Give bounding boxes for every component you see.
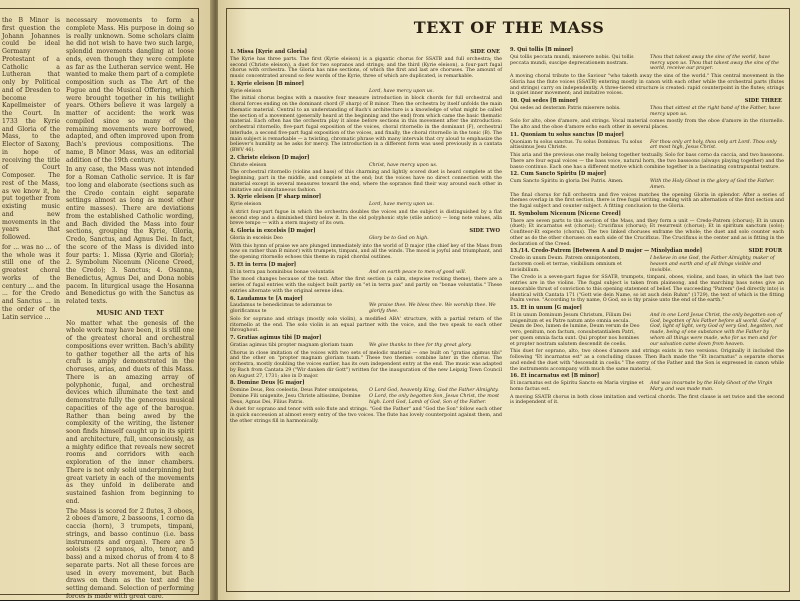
latin-text: Domine Deus, Rex coelestis, Deus Pater omnipotens, Domine Fili unigenite, Jesu Christe altissime, Domine Deus, Agnus Dei, Filius Patris. (230, 388, 361, 405)
left-column-a (2, 16, 60, 591)
left-text-b3: No matter what the genesis of the whole work may have been, it is still one of the greatest choral and orchestral compositions ever written. Bach's ability to gather together all the arts of his craft is amply demonstrated in the choruses, arias, and duets of this Mass. There is an amazing array of polyphonic, fugal, and orchestral devices which illuminate the text and demonstrate fully the generous musical capacities of the age of the baroque. Rather than being awed by the complexity of the writing, the listener soon finds himself caught up in its spirit and architecture, full, unconsciously, as a mighty edifice that reveals new secret rooms and corridors with each exploration of the inner chambers. There is not only solid underpinning but great variety in each of the movements as they unfold in deliberate and sustained fashion from beginning to end. (66, 319, 194, 505)
section-heading: 7. Gratias agimus tibi [D major] (230, 335, 322, 341)
mass-section (230, 82, 502, 154)
latin-english-text (230, 202, 502, 208)
english-text: And on earth peace to men of good will. (369, 269, 467, 275)
page-title: TEXT OF THE MASS (413, 18, 605, 37)
section-commentary: The orchestral ritornello (violins and bass) of this charming and lightly scored duet is heard complete at the beginning, part in the middle, and complete at the end; but the voices have no direct connection with the material except in several measures toward the end, where the sopranos find their way around each other in imitative and simultaneous fashion. (230, 170, 502, 193)
left-text-a2: for ... was no ... of the whole was it still one of the greatest choral works of the century ... and the ... for the Credo and Sanctus ... in the order of the Latin service ... (2, 243, 60, 321)
latin-english-text (230, 236, 502, 242)
latin-english-text (510, 140, 784, 152)
latin-text: Et in terra pax hominibus bonae voluntatis (230, 269, 335, 275)
side-label: SIDE TWO (469, 228, 500, 234)
section-heading: 2. Christe eleison [D major] (230, 154, 310, 161)
english-text: I believe in one God, the Father Almighty, maker of heaven and earth and of all things visible and invisible. (650, 256, 775, 273)
latin-text: Laudamus te benedicimus te adoramus te glorificamus te (230, 303, 332, 314)
section-commentary: Chorus in close imitation of the voices with two sets of melodic material — one built on "gratias agimus tibi" and the other on "propter magnam gloriam tuam." These two themes combine later in the chorus. The orchestra, mostly doubling the voices earlier, has its own independent entry at the end. The music was adapted by Bach from Cantata 29 ("Wir danken dir Gott") written for the inauguration of the new Leipzig Town Council on August 27, 1731; also in D major. (230, 350, 502, 379)
english-text: And was incarnate by the Holy Ghost of the Virgin Mary, and was made man. (650, 381, 773, 392)
latin-english-text (510, 179, 784, 191)
latin-english-text (510, 106, 784, 118)
section-commentary: This duet for soprano, alto, two oboes d'amore and strings exists in two versions. Originally it included the following "Et incarnatus est" as a concluding clause. Then Bach made the "Et incarnatus" a separate chorus and ended the duet with "descendit in coelis." The entry of the Father and the Son is expressed in canon while the instruments accompany with much the same material. (510, 349, 784, 372)
latin-english-text (510, 256, 784, 273)
section-commentary: A duet for soprano and tenor with solo flute and strings. "God the Father" and "God the Son" follow each other in quick succession at almost every entry of the two voices. The flute has lovely counterpoint against them, and the other strings fill in harmonically. (230, 407, 502, 424)
english-text: We give thanks to thee for thy great glory. (369, 342, 472, 348)
latin-english-text (230, 163, 502, 169)
latin-text: Quoniam tu solus sanctus. Tu solus Dominus. Tu solus altissimus Jesu Christe. (510, 139, 643, 151)
section-heading: 12. Cum Sancto Spiritu [D major] (510, 171, 607, 178)
section-heading: 5. Et in terra [D major] (230, 261, 297, 268)
latin-text: Kyrie eleison (230, 202, 262, 207)
left-column-b (66, 16, 194, 600)
left-text-b4: The Mass is scored for 2 flutes, 3 oboes, 2 oboes d'amore, 2 bassoons, 1 corno da caccia (horn), 3 trumpets, timpani, strings, and basso continuo (i.e. bass instruments and organ). There are 5 soloists (2 sopranos, alto, tenor, and bass) and a mixed chorus of from 4 to 8 separate parts. Not all these forces are used in every movement, but Bach draws on them as the text and the setting demand. Selection of performing forces is made with great care. (66, 507, 194, 600)
section-heading: 13./14. Credo-Patrem [Between A and D major — Mixolydian mode] (510, 248, 703, 255)
mass-section (230, 263, 502, 295)
left-text-b1: necessary movements to form a complete Mass. His purpose in doing so is really unknown. Some scholars claim he did not wish to have two such large, splendid movements dangling at loose ends, even though they were complete as far as the Lutheran service went. He wanted to make them part of a complete composition such as The Art of the Fugue and the Musical Offering, which were brought together in his twilight years. Others believe it was largely a matter of accident: the work was compiled since so many of the remaining movements were borrowed, adapted, and often improved upon from Bach's previous compositions. The name, B Minor Mass, was an editorial addition of the 19th century. (66, 17, 194, 164)
latin-text: Credo in unum Deum. Patrem omnipotentem, factorem coeli et terrae, visibilium omnium et invisibilium. (510, 256, 622, 273)
section-commentary: The initial chorus begins with a massive four measure introduction in block chords for full orchestral and choral forces ending on the dominant chord (F sharp) of B minor. Then the orchestra by itself unfolds the main thematic material. Central to an understanding of Bach's architecture is a knowledge of what might be called the section of a movement (generally heard at the beginning and the end) from which came the basic thematic material. Each often has the orchestra play it alone before sections in this movement after the introduction: orchestral ritornello, five-part fugal exposition of the voices, choral ritornello in the dominant (F), orchestral interlude, a second five-part fugal exposition of the voices, and finally, the choral ritornello in the tonic (B). The main subject is remarkable — a twisting, chromatic phrase with many intervals that cry aloud to emphasize the believer's humility as he asks for mercy. The introduction in a different form was used previously in a cantata (BWV 46). (230, 96, 503, 153)
english-text: Glory be to God on high. (369, 235, 429, 241)
section-commentary: There are seven parts to this section of the Mass, and they form a unit — Credo-Patrem (chorus); Et in unum (duet); Et incarnatus est (chorus); Crucifixus (chorus); Et resurrexit (chorus); Et in spiritum sanctum (solo); Confiteor-Et expecto (chorus). The two linked choruses enframe the whole; the duet and solo counter each other as do the other choruses on each side of the Crucifixus. The Crucifixus is the center and as is fitting in the declaration of the Creed. (510, 218, 784, 247)
section-commentary: Solo for soprano and strings (mostly solo violin), a modified ABA' structure, with a partial return of the ritornello at the end. The solo violin is an equal partner with the voice, and the two speak to each other throughout. (230, 316, 502, 334)
side-label: SIDE ONE (470, 49, 500, 55)
english-text: Lord, have mercy upon us. (369, 202, 434, 207)
latin-text: Et in unum Dominum Jesum Christum, Filium Dei unigenitum et ex Patre natum ante omnia secula. Deum de Deo, lumen de lumine, Deum verum de Deo vero, genitum, non factum, consubstantialem Patri, per quem omnia facta sunt. Qui propter nos homines et propter nostram salutem descendit de coelis. (510, 312, 640, 347)
mass-section (510, 133, 784, 171)
section-commentary: The Kyrie has three parts. The first (Kyrie eleison) is a gigantic chorus for SSATB and full orchestra; the second (Christe eleison), a duet for two sopranos and strings; and the third (Kyrie eleison), a four-part fugal chorus with orchestra. The Gloria has nine sections, of which the first and last are choruses. The amount of music concentrated around so few words of the Kyrie, three of which are duplicated, is remarkable. (230, 56, 502, 79)
section-heading: 9. Qui tollis [B minor] (510, 47, 574, 53)
mass-section (230, 297, 502, 335)
section-heading: 6. Laudamus te [A major] (230, 295, 303, 302)
latin-english-text (510, 313, 784, 348)
mass-section (510, 249, 784, 304)
mass-section (510, 374, 784, 406)
english-text: With the Holy Ghost in the glory of God the Father. Amen. (650, 179, 775, 190)
section-commentary: The Credo is a seven-part fugue for SSATB, trumpets, timpani, oboes, violins, and bass, in which the last two entries are in the violins. The fugal subject is taken from plainsong, and the marching bass notes give an inexorable thrust of conviction to this opening statement of belief. The succeeding "Patrem" (led directly into) is identical with Cantata 171 ("Gott wie dein Name, so ist auch dein Ruhm" (1729), the text of which is the fitting Psalm verse. "According to thy name, O God, so is thy praise unto the end of the earth." (510, 275, 784, 304)
section-commentary: Solo for alto, oboe d'amore, and strings. Vocal material comes mostly from the oboe d'amore in the ritornello. The alto and the oboe d'amore echo each other in several places. (510, 119, 784, 130)
section-commentary: This aria and the previous one really belong together textually. Solo for bass corno da caccia, and two bassoons. There are four equal voices — the bass voice, natural horn, the two bassoons (always playing together) and the basso continuo. Each one has a different motive which combine together in a fascinating contrapuntal texture. (510, 153, 784, 170)
left-page (0, 0, 214, 600)
latin-text: Cum Sancto Spiritu in gloria Dei Patris. Amen. (510, 179, 624, 184)
english-text: We praise thee. We bless thee. We worship thee. We glorify thee. (369, 303, 496, 314)
music-and-text-heading: MUSIC AND TEXT (96, 308, 164, 317)
side-label: SIDE FOUR (748, 248, 782, 255)
left-text-a1: the B Minor is first question the Johann Johannes could be ideal Germany Protestant of a Catholic a Lutheran that only by Political and of Dresden to become Kapellmeister of the Court. In 1733 the Kyrie and Gloria of the Mass, to the Elector of Saxony, in hope of receiving the title of Court Composer. The rest of the Mass, as we know it, he put together from existing music and new movements in the years that followed. (2, 17, 60, 241)
right-page (218, 0, 800, 600)
latin-text: Gratias agimus tibi propter magnam gloriam tuam (230, 342, 354, 348)
english-text: Christ, have mercy upon us. (369, 162, 438, 168)
latin-text: Et incarnatus est de Spiritu Sancto ex Maria virgine et homo factus est. (510, 381, 644, 392)
latin-text: Christe eleison (230, 162, 267, 168)
latin-english-text (230, 343, 502, 349)
right-column-a (230, 48, 502, 585)
english-text: Lord, have mercy upon us. (369, 88, 434, 94)
latin-text: Qui tollis peccata mundi, miserere nobis. Qui tollis peccata mundi, suscipe deprecationem nostram. (510, 54, 634, 66)
english-text: For thou only art holy, thou only art Lord. Thou only art most high, Jesus Christ. (650, 139, 777, 151)
mass-section (510, 172, 784, 210)
side-label: SIDE THREE (744, 98, 782, 104)
latin-text: Qui sedes ad dexteram Patris miserere nobis. (510, 105, 621, 111)
latin-text: Kyrie eleison (230, 88, 262, 94)
mass-section (230, 336, 502, 379)
section-commentary: The mood changes because of the text. After the first section (a calm, stepwise rocking theme), there are a series of fugal entries with the subject built partly on "et in terra pax" and partly on "bonae voluntatis." These entries alternate with the original serene idea. (230, 277, 502, 294)
section-commentary: A strict four-part fugue in which the orchestra doubles the voices and the subject is distinguished by a flat second step and a diminished third below it. In the old polyphonic style (stile antico) — long note values, alla breve tempo — with a stern majesty of its own. (230, 209, 502, 227)
section-commentary: A moving choral tribute to the Saviour "who taketh away the sins of the world." This central movement in the Gloria has the flute voices (SSATB) entering mostly in canon with each other while the orchestral parts (flutes and strings) carry on independently. A three-tiered structure is created: rapid counterpoint in the flutes; strings in quiet inner movement; and imitative voices. (510, 74, 784, 97)
latin-english-text (230, 89, 502, 95)
section-commentary: A moving SSATB chorus in both close imitation and vertical chords. The first clause is set twice and the second is independent of it. (510, 394, 784, 406)
mass-section (510, 306, 784, 372)
mass-section (230, 195, 502, 227)
section-commentary: The final chorus for full orchestra and five voices matches the opening Gloria in splendor. After a series of themes overlap in the first section, there is free fugal writing, ending with an alternation of the first section and the fugal subject and counter subject. A fitting conclusion to the Gloria. (510, 192, 784, 209)
latin-text: Gloria in excelsis Deo (230, 235, 283, 241)
section-heading: 15. Et in unum [G major] (510, 305, 582, 311)
mass-section (510, 99, 784, 131)
latin-english-text (510, 55, 784, 72)
english-text: Thou that sittest at the right hand of the Father, have mercy upon us. (650, 105, 781, 117)
mass-section (230, 50, 502, 80)
section-heading: 8. Domine Deus [G major] (230, 380, 305, 387)
section-heading: 10. Qui sedes [B minor] (510, 98, 579, 104)
section-heading: II. Symbolum Nicenum [Nicene Creed] (510, 210, 621, 217)
english-text: Thou that takest away the sins of the world, have mercy upon us. Thou that takest away the sins of the world, receive our prayer. (650, 54, 779, 72)
latin-english-text (510, 381, 784, 393)
english-text: And in one Lord Jesus Christ, the only begotten son of God, begotten of his Father before all world. God of God, light of light, very God of very God, begotten, not made, being of one substance with the Father by whom all things were made, who for us men and for our salvation came down from heaven. (650, 312, 784, 347)
section-heading: 4. Gloria in excelsis [D major] (230, 228, 316, 234)
section-heading: 1. Missa [Kyrie and Gloria] (230, 49, 308, 55)
english-text: O Lord God, heavenly King, God the Father Almighty. O Lord, the only begotten Son, Jesus Christ, the most high. Lord God, Lamb of God, Son of the Father. (369, 388, 500, 405)
right-column-b (510, 46, 784, 586)
latin-english-text (230, 270, 502, 276)
section-commentary: With this hymn of praise we are plunged immediately into the world of D major (the chief key of the Mass from now on rather than B minor) with trumpets, timpani, and all the winds. The mood is joyful and triumphant, and the opening ritornello echoes this theme in rapid chordal outlines. (230, 243, 502, 260)
mass-section (230, 156, 502, 194)
latin-english-text (230, 303, 502, 315)
section-heading: 3. Kyrie eleison [F sharp minor] (230, 194, 322, 201)
latin-english-text (230, 388, 502, 405)
mass-section (510, 212, 784, 248)
mass-section (230, 229, 502, 261)
section-heading: 16. Et incarnatus est [B minor] (510, 373, 600, 380)
mass-section (510, 48, 784, 97)
left-text-b2: In any case, the Mass was not intended for a Roman Catholic service. It is far too long and elaborate (sections such as the Credo contain eight separate settings almost as long as most other entire masses). There are deviations from the established Catholic wording, and Bach divided the Mass into four sections, grouping the Kyrie, Gloria, Credo, Sanctus, and Agnus Dei. In fact, the score of the Mass is divided into four parts: 1. Missa (Kyrie and Gloria); 2. Symbolum Nicenum (Nicene Creed, the Credo); 3. Sanctus; 4. Osanna, Benedictus, Agnus Dei, and Dona nobis pacem. In liturgical usage the Hosanna and Benedictus go with the Sanctus as related texts. (66, 166, 194, 305)
mass-section (230, 381, 502, 424)
section-heading: 1. Kyrie eleison [B minor] (230, 80, 304, 87)
section-heading: 11. Quoniam tu solus sanctus [D major] (510, 131, 624, 138)
